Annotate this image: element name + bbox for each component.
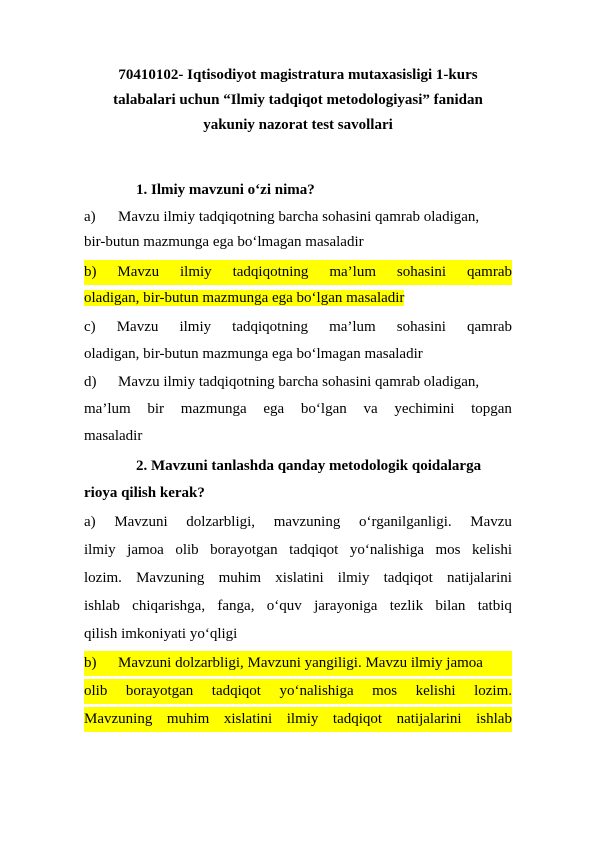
q1-option-b-text-2: oladigan, bir-butun mazmunga ega bo‘lgan masaladir [84, 290, 405, 306]
q2-option-b-word: lozim. [474, 683, 512, 699]
q1-option-b-word: ma’lum [329, 264, 376, 280]
q2-option-a-line-4 [84, 594, 512, 619]
q2-option-b-word: ishlab [476, 711, 512, 727]
q1-option-b-word: sohasini [396, 264, 447, 280]
q1-option-d-word: va [363, 401, 378, 417]
q2-option-a-line-5: qilish imkoniyati yo‘qligi [84, 626, 238, 642]
q1-option-c-marker: c) [84, 319, 96, 335]
q2-option-b-marker: b) [84, 655, 97, 671]
q1-option-d-line-3: masaladir [84, 428, 143, 444]
q1-option-c-word: ilmiy [179, 319, 212, 335]
title-line-2: talabalari uchun “Ilmiy tadqiqot metodologiyasi” fanidan [113, 92, 483, 108]
q2-option-a-word: lozim. [84, 570, 122, 586]
q2-option-a-word: Mavzuni [114, 514, 168, 530]
q1-option-b-marker: b) [84, 264, 97, 280]
q2-option-a-line-3 [84, 566, 512, 591]
q2-option-a-word: tezlik [389, 598, 424, 614]
q2-option-b-word: borayotgan [125, 683, 194, 699]
q1-option-d-line-1 [84, 370, 512, 395]
q1-option-b-word: Mavzu [117, 264, 160, 280]
q2-option-a-word: tadqiqot [383, 570, 433, 586]
q2-option-a-word: yo‘nalishiga [349, 542, 424, 558]
q2-option-a-word: borayotgan [210, 542, 278, 558]
q2-option-a-word: kelishi [472, 542, 512, 558]
q2-option-b-word: xislatini [223, 711, 273, 727]
q1-option-a-line-2: bir-butun mazmunga ega bo‘lmagan masaladir [84, 234, 364, 250]
question-2-title-line-2: rioya qilish kerak? [84, 485, 205, 501]
q2-option-b-word: tadqiqot [332, 711, 383, 727]
q2-option-b-text-1: Mavzuni dolzarbligi, Mavzuni yangiligi. Mavzu ilmiy jamoa [118, 655, 483, 671]
q1-option-b-line-1 [84, 260, 512, 285]
q2-option-a-line-1 [84, 510, 512, 535]
q1-option-c-word: sohasini [396, 319, 446, 335]
question-2-title-text: 2. Mavzuni tanlashda qanday metodologik qoidalarga [136, 458, 482, 474]
q1-option-c-word: qamrab [467, 319, 512, 335]
q2-option-a-word: ishlab [84, 598, 120, 614]
q2-option-a-word: dolzarbligi, [186, 514, 256, 530]
q2-option-b-word: tadqiqot [211, 683, 261, 699]
q1-option-d-line-2 [84, 397, 512, 422]
q1-option-c-word: tadqiqotning [232, 319, 308, 335]
title-line-1: 70410102- Iqtisodiyot magistratura mutaxasisligi 1-kurs [118, 67, 478, 83]
q2-option-a-word: fanga, [217, 598, 255, 614]
q2-option-a-word: jamoa [127, 542, 164, 558]
q1-option-b-word: ilmiy [180, 264, 212, 280]
document-title [84, 63, 512, 138]
q2-option-b-word: olib [84, 683, 108, 699]
q2-option-b-word: kelishi [415, 683, 456, 699]
q2-option-b-line-2 [84, 679, 512, 704]
q2-option-b-word: yo‘nalishiga [279, 683, 354, 699]
q1-option-d-word: bir [147, 401, 165, 417]
q1-option-b-word: qamrab [467, 264, 512, 280]
q2-option-b-word: mos [372, 683, 398, 699]
q1-option-d-text-1: Mavzu ilmiy tadqiqotning barcha sohasini qamrab oladigan, [118, 374, 480, 390]
q2-option-a-word: natijalarini [446, 570, 512, 586]
q2-option-a-word: tatbiq [477, 598, 512, 614]
q1-option-d-word: topgan [471, 401, 512, 417]
question-2-title-line-1 [136, 454, 512, 479]
q1-option-d-word: ega [263, 401, 285, 417]
q2-option-a-word: ilmiy [84, 542, 116, 558]
q1-option-c-line-2: oladigan, bir-butun mazmunga ega bo‘lmagan masaladir [84, 346, 423, 362]
q2-option-a-word: Mavzuning [136, 570, 205, 586]
q1-option-d-word: yechimini [394, 401, 455, 417]
q2-option-a-word: o‘quv [266, 598, 302, 614]
question-1-title: 1. Ilmiy mavzuni o‘zi nima? [136, 182, 315, 198]
q1-option-a-marker: a) [84, 209, 96, 225]
q2-option-b-word: natijalarini [396, 711, 462, 727]
q2-option-a-line-2 [84, 538, 512, 563]
title-line-3: yakuniy nazorat test savollari [203, 117, 393, 133]
q1-option-d-word: ma’lum [84, 401, 131, 417]
q2-option-a-word: bilan [435, 598, 466, 614]
q2-option-a-word: chiqarishga, [132, 598, 206, 614]
q2-option-b-word: muhim [166, 711, 210, 727]
q1-option-c-word: Mavzu [116, 319, 159, 335]
q1-option-c-word: ma’lum [329, 319, 376, 335]
q2-option-b-word: ilmiy [286, 711, 319, 727]
q2-option-b-line-1 [84, 651, 512, 676]
q2-option-a-word: olib [175, 542, 199, 558]
q2-option-a-word: Mavzu [470, 514, 512, 530]
q2-option-a-word: tadqiqot [289, 542, 339, 558]
q1-option-b-line-2 [84, 286, 512, 311]
q2-option-a-word: jarayoniga [314, 598, 378, 614]
q2-option-a-word: o‘rganilganligi. [359, 514, 452, 530]
q2-option-a-word: mavzuning [273, 514, 341, 530]
q2-option-b-line-3 [84, 707, 512, 732]
q2-option-a-word: ilmiy [337, 570, 370, 586]
q2-option-a-marker: a) [84, 514, 96, 530]
q1-option-a-text-1: Mavzu ilmiy tadqiqotning barcha sohasini qamrab oladigan, [118, 209, 480, 225]
q1-option-b-word: tadqiqotning [232, 264, 309, 280]
q2-option-a-word: mos [435, 542, 461, 558]
q1-option-a-line-1 [84, 205, 512, 230]
q2-option-a-word: xislatini [275, 570, 324, 586]
q1-option-d-word: mazmunga [180, 401, 247, 417]
q1-option-d-marker: d) [84, 374, 97, 390]
q1-option-d-word: bo‘lgan [300, 401, 347, 417]
q2-option-b-word: Mavzuning [84, 711, 153, 727]
q2-option-a-word: muhim [218, 570, 262, 586]
q1-option-c-line-1 [84, 315, 512, 340]
